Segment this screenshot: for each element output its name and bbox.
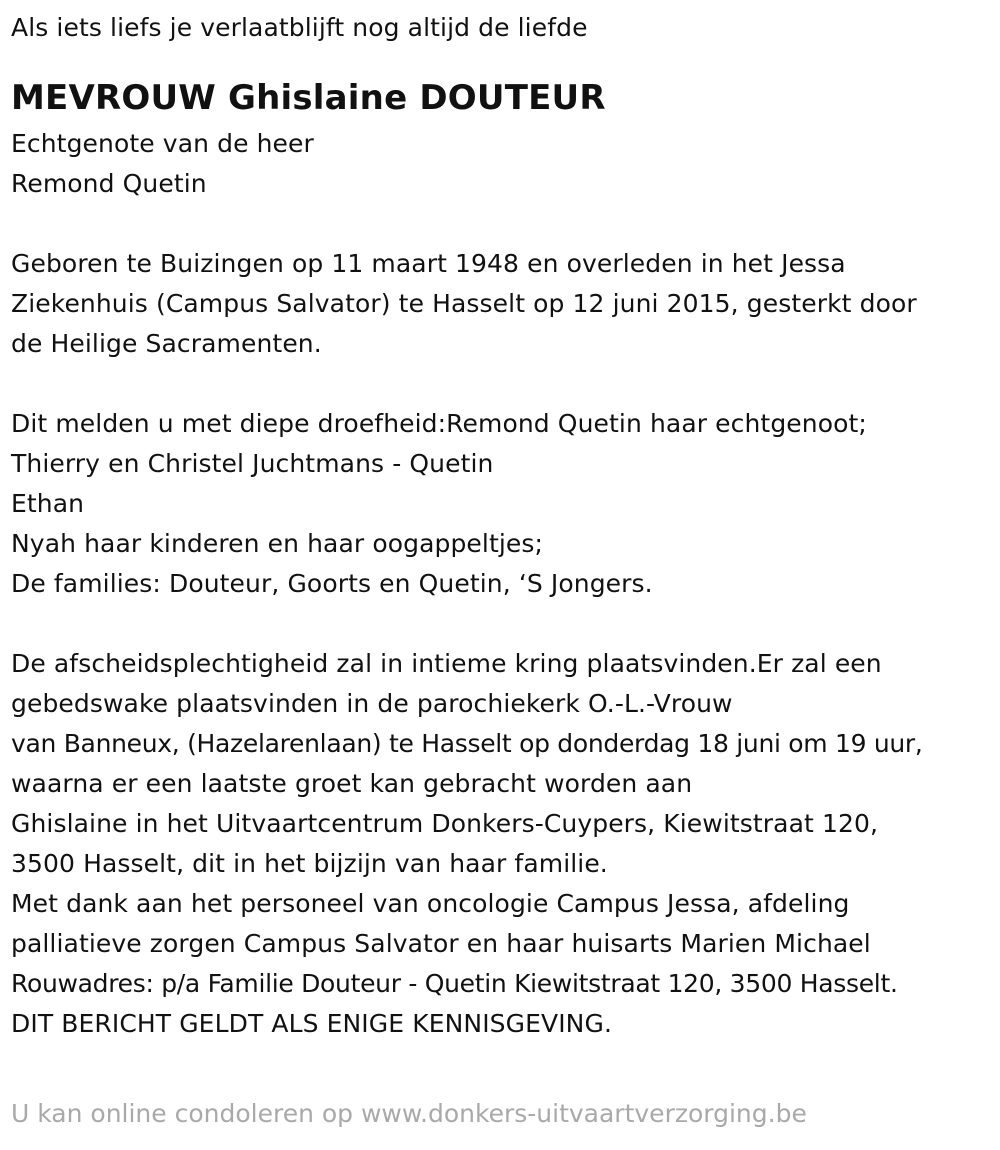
ceremony-line: gebedswake plaatsvinden in de parochiekerk O.-L.-Vrouw (11, 689, 733, 718)
ceremony-line: van Banneux, (Hazelarenlaan) te Hasselt op donderdag 18 juni om 19 uur, (11, 729, 923, 758)
ceremony-line: Rouwadres: p/a Familie Douteur - Quetin Kiewitstraat 120, 3500 Hasselt. (11, 969, 898, 998)
birth-death-line: de Heilige Sacramenten. (11, 329, 322, 358)
family-line: Ethan (11, 489, 85, 518)
condolence-footer: U kan online condoleren op www.donkers-uitvaartverzorging.be (11, 1099, 807, 1128)
notice-line: DIT BERICHT GELDT ALS ENIGE KENNISGEVING. (11, 1009, 612, 1038)
spouse-name: Remond Quetin (11, 169, 207, 198)
ceremony-line: De afscheidsplechtigheid zal in intieme kring plaatsvinden.Er zal een (11, 649, 882, 678)
family-line: De families: Douteur, Goorts en Quetin, ‘S Jongers. (11, 569, 653, 598)
ceremony-line: palliatieve zorgen Campus Salvator en haar huisarts Marien Michael (11, 929, 871, 958)
family-line: Nyah haar kinderen en haar oogappeltjes; (11, 529, 544, 558)
ceremony-line: Met dank aan het personeel van oncologie Campus Jessa, afdeling (11, 889, 850, 918)
motto: Als iets liefs je verlaatblijft nog altijd de liefde (11, 13, 588, 42)
spacer (11, 204, 1000, 244)
birth-death-line: Ziekenhuis (Campus Salvator) te Hasselt op 12 juni 2015, gesterkt door (11, 289, 917, 318)
deceased-name: MEVROUW Ghislaine DOUTEUR (11, 78, 606, 118)
ceremony-line: waarna er een laatste groet kan gebracht worden aan (11, 769, 693, 798)
ceremony-line: 3500 Hasselt, dit in het bijzijn van haar familie. (11, 849, 608, 878)
birth-death-line: Geboren te Buizingen op 11 maart 1948 en overleden in het Jessa (11, 249, 846, 278)
spouse-line: Echtgenote van de heer (11, 129, 314, 158)
spacer (11, 364, 1000, 404)
spacer (11, 604, 1000, 644)
family-line: Thierry en Christel Juchtmans - Quetin (11, 449, 494, 478)
ceremony-line: Ghislaine in het Uitvaartcentrum Donkers-Cuypers, Kiewitstraat 120, (11, 809, 879, 838)
family-line: Dit melden u met diepe droefheid:Remond Quetin haar echtgenoot; (11, 409, 867, 438)
